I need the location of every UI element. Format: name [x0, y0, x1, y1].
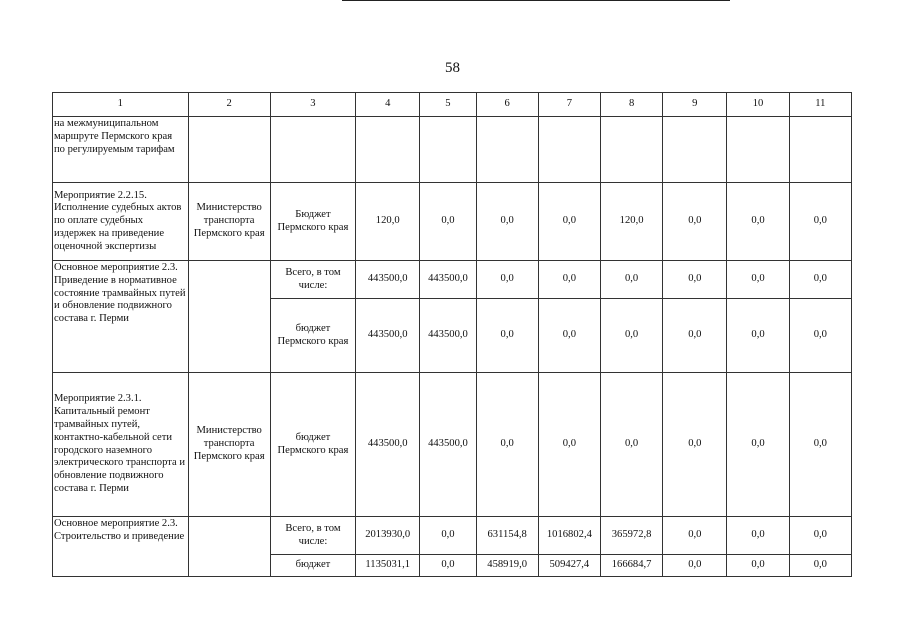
- value-cell: 0,0: [727, 261, 789, 299]
- value-cell: 0,0: [727, 183, 789, 261]
- value-cell: 0,0: [789, 261, 851, 299]
- value-cell: 120,0: [356, 183, 420, 261]
- value-cell: 1135031,1: [356, 555, 420, 577]
- value-cell: 0,0: [538, 299, 600, 373]
- column-header: 9: [663, 93, 727, 117]
- value-cell: 443500,0: [420, 261, 476, 299]
- responsible-cell: Министерство транспорта Пермского края: [188, 183, 270, 261]
- funding-source-cell: бюджет Пермского края: [270, 373, 355, 517]
- value-cell: 0,0: [727, 555, 789, 577]
- column-header: 3: [270, 93, 355, 117]
- column-header: 6: [476, 93, 538, 117]
- funding-source-cell: бюджет: [270, 555, 355, 577]
- table-header-row: [53, 93, 852, 117]
- value-cell: 365972,8: [600, 517, 662, 555]
- value-cell: 0,0: [538, 261, 600, 299]
- value-cell: 443500,0: [356, 373, 420, 517]
- column-header: 1: [53, 93, 189, 117]
- value-cell: 0,0: [789, 299, 851, 373]
- value-cell: 0,0: [663, 373, 727, 517]
- value-cell: 458919,0: [476, 555, 538, 577]
- table-row: [53, 373, 852, 517]
- value-cell: 0,0: [663, 183, 727, 261]
- value-cell: 631154,8: [476, 517, 538, 555]
- budget-table: [52, 92, 852, 577]
- responsible-cell: Министерство транспорта Пермского края: [188, 373, 270, 517]
- value-cell: 0,0: [663, 555, 727, 577]
- column-header: 10: [727, 93, 789, 117]
- value-cell: 0,0: [476, 261, 538, 299]
- value-cell: 443500,0: [420, 373, 476, 517]
- value-cell: 0,0: [420, 517, 476, 555]
- value-cell: 120,0: [600, 183, 662, 261]
- value-cell: 443500,0: [356, 299, 420, 373]
- row-description: Основное мероприятие 2.3. Строительство и приведение: [53, 517, 189, 577]
- value-cell: 0,0: [420, 555, 476, 577]
- funding-source-cell: Всего, в том числе:: [270, 261, 355, 299]
- table-row: [53, 517, 852, 555]
- value-cell: 509427,4: [538, 555, 600, 577]
- page-top-rule: [342, 0, 730, 1]
- funding-source-cell: Бюджет Пермского края: [270, 183, 355, 261]
- table-row: [53, 183, 852, 261]
- row-description: Основное мероприятие 2.3. Приведение в нормативное состояние трамвайных путей и обновление подвижного состава г. Перми: [53, 261, 189, 373]
- row-description: Мероприятие 2.2.15. Исполнение судебных актов по оплате судебных издержек на приведение оценочной экспертизы: [53, 183, 189, 261]
- value-cell: 0,0: [600, 299, 662, 373]
- value-cell: 0,0: [538, 183, 600, 261]
- row-description: на межмуниципальном маршруте Пермского края по регулируемым тарифам: [53, 117, 189, 183]
- value-cell: 0,0: [476, 299, 538, 373]
- value-cell: 0,0: [789, 183, 851, 261]
- value-cell: 0,0: [538, 373, 600, 517]
- value-cell: 0,0: [476, 183, 538, 261]
- value-cell: 1016802,4: [538, 517, 600, 555]
- column-header: 5: [420, 93, 476, 117]
- value-cell: 0,0: [789, 517, 851, 555]
- column-header: 2: [188, 93, 270, 117]
- value-cell: 2013930,0: [356, 517, 420, 555]
- column-header: 8: [600, 93, 662, 117]
- value-cell: 0,0: [663, 517, 727, 555]
- value-cell: 0,0: [420, 183, 476, 261]
- value-cell: 166684,7: [600, 555, 662, 577]
- column-header: 11: [789, 93, 851, 117]
- value-cell: 0,0: [663, 299, 727, 373]
- value-cell: 0,0: [727, 299, 789, 373]
- value-cell: 443500,0: [420, 299, 476, 373]
- value-cell: 0,0: [727, 517, 789, 555]
- column-header: 4: [356, 93, 420, 117]
- value-cell: 0,0: [663, 261, 727, 299]
- row-description: Мероприятие 2.3.1. Капитальный ремонт трамвайных путей, контактно-кабельной сети городского наземного электрического транспорта и обновление подвижного состава г. Перми: [53, 373, 189, 517]
- page-number: 58: [445, 60, 460, 76]
- column-header: 7: [538, 93, 600, 117]
- value-cell: 0,0: [476, 373, 538, 517]
- value-cell: 0,0: [789, 555, 851, 577]
- value-cell: 0,0: [600, 261, 662, 299]
- table-row: [53, 261, 852, 299]
- table-row: [53, 117, 852, 183]
- value-cell: 0,0: [789, 373, 851, 517]
- funding-source-cell: Всего, в том числе:: [270, 517, 355, 555]
- value-cell: 0,0: [600, 373, 662, 517]
- value-cell: 443500,0: [356, 261, 420, 299]
- funding-source-cell: бюджет Пермского края: [270, 299, 355, 373]
- value-cell: 0,0: [727, 373, 789, 517]
